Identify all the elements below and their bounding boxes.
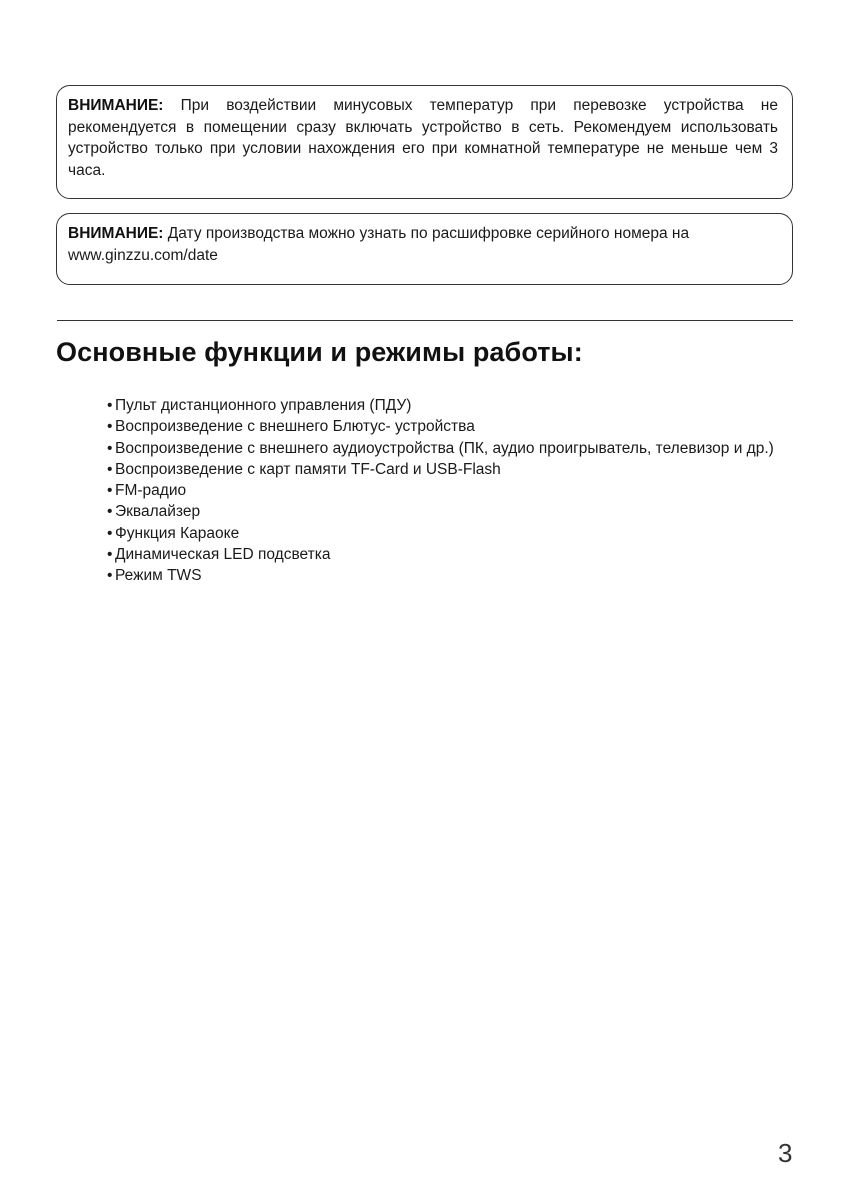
feature-item-tws-mode: • Режим TWS — [107, 565, 795, 586]
page-number: 3 — [778, 1138, 793, 1168]
warning-box-production-date — [56, 213, 793, 285]
section-title: Основные функции и режимы работы: — [56, 337, 583, 367]
warning-box-temperature — [56, 85, 793, 199]
warning-label: ВНИМАНИЕ: — [68, 225, 164, 242]
feature-item-external-audio: • Воспроизведение с внешнего аудиоустройства (ПК, аудио проигрыватель, телевизор и др.) — [107, 438, 795, 459]
section-divider — [57, 320, 793, 321]
feature-item-karaoke: • Функция Караоке — [107, 523, 795, 544]
feature-item-fm-radio: • FM-радио — [107, 480, 795, 501]
feature-item-bluetooth: • Воспроизведение с внешнего Блютус- устройства — [107, 416, 795, 437]
warning-text: Дату производства можно узнать по расшифровке серийного номера на www.ginzzu.com/date — [68, 225, 690, 264]
warning-label: ВНИМАНИЕ: — [68, 97, 164, 114]
feature-item-led-backlight: • Динамическая LED подсветка — [107, 544, 795, 565]
feature-item-memory-card: • Воспроизведение с карт памяти TF-Card и USB-Flash — [107, 459, 795, 480]
feature-item-remote-control: • Пульт дистанционного управления (ПДУ) — [107, 395, 795, 416]
feature-item-equalizer: • Эквалайзер — [107, 501, 795, 522]
features-list — [107, 395, 795, 587]
warning-text: При воздействии минусовых температур при перевозке устройства не рекомендуется в помещении сразу включать устройство в сеть. Рекомендуем использовать устройство только при условии нахождения его при комнатной температуре не меньше чем 3 часа. — [68, 97, 778, 179]
